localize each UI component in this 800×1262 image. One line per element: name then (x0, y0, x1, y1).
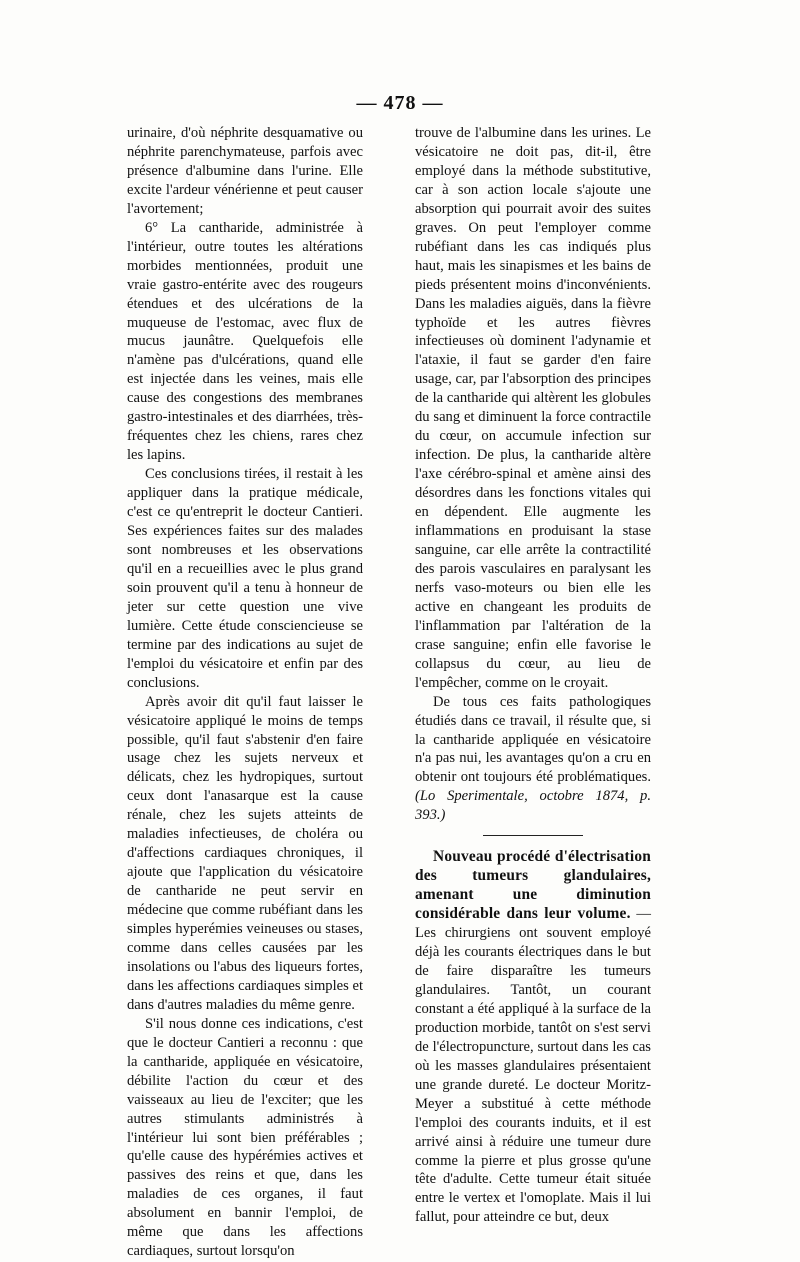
paragraph: Après avoir dit qu'il faut laisser le vésicatoire appliqué le moins de temps possible, qu'il faut s'abstenir d'en faire usage chez les sujets nerveux et délicats, chez les hydropiques, surtout ceux dont l'anasarque est la cause rénale, chez les sujets atteints de maladies infectieuses, de choléra ou d'affections cardiaques chroniques, il ajoute que l'application du vésicatoire de cantharide ne peut servir en médecine que comme rubéfiant dans les simples hyperémies veineuses ou stases, comme dans celles causées par les insolations ou l'abus des liqueurs fortes, dans les affections cardiaques simples et dans d'autres maladies du même genre. (127, 693, 363, 1013)
article-headline: Nouveau procédé d'électrisation des tumeurs glandulaires, amenant une diminution considérable dans leur volume. (415, 848, 651, 923)
article-paragraph (415, 848, 651, 1227)
paragraph: urinaire, d'où néphrite desquamative ou néphrite parenchymateuse, parfois avec présence d'albumine dans l'urine. Elle excite l'ardeur vénérienne et peut causer l'avortement; (127, 125, 363, 217)
page-number: — 478 — (356, 92, 444, 114)
article-text: — Les chirurgiens ont souvent employé déjà les courants électriques dans le but de faire disparaître les tumeurs glandulaires. Tantôt, un courant constant a été appliqué à la surface de la production morbide, tantôt on s'est servi de l'électropuncture, surtout dans les cas où les masses glandulaires présentaient une grande dureté. Le docteur Moritz-Meyer a substitué à cette méthode l'emploi des courants induits, et il est arrivé ainsi à réduire une tumeur dure comme la pierre et plus grosse qu'une tête d'adulte. Cette tumeur était située entre le vertex et l'omoplate. Mais il lui fallut, pour atteindre ce but, deux (415, 906, 651, 1226)
citation: (Lo Sperimentale, octobre 1874, p. 393.) (415, 788, 651, 824)
left-column (127, 124, 363, 1261)
paragraph: S'il nous donne ces indications, c'est que le docteur Cantieri a reconnu : que la cantharide, appliquée en vésicatoire, débilite l'action du cœur et des vaisseaux au lieu de l'exciter; que les autres stimulants administrés à l'intérieur lui sont bien préférables ; qu'elle cause des hypérémies actives et passives des reins et que, dans les maladies de ces organes, il faut absolument en bannir l'emploi, de même que dans les affections cardiaques, surtout lorsqu'on (127, 1015, 363, 1260)
paragraph (415, 693, 651, 826)
paragraph: 6° La cantharide, administrée à l'intérieur, outre toutes les altérations morbides mentionnées, produit une vraie gastro-entérite avec des rougeurs étendues et des ulcérations de la muqueuse de l'estomac, avec flux de mucus jaunâtre. Quelquefois elle n'amène pas d'ulcérations, quand elle est injectée dans les veines, mais elle cause des congestions des membranes gastro-intestinales et des diarrhées, très-fréquentes chez les chiens, rares chez les lapins. (127, 219, 363, 464)
paragraph: trouve de l'albumine dans les urines. Le vésicatoire ne doit pas, dit-il, être employé dans la méthode substitutive, car à son action locale s'ajoute une absorption qui pourrait avoir des suites graves. On peut l'employer comme rubéfiant dans les cas indiqués plus haut, mais les sinapismes et les bains de pieds présentent moins d'inconvénients. Dans les maladies aiguës, dans la fièvre typhoïde et les autres fièvres infectieuses où dominent l'adynamie et l'ataxie, il faut se garder d'en faire usage, car, par l'absorption des principes de la cantharide qui altèrent les globules du sang et diminuent la force contractile du cœur, on accumule infection sur infection. De plus, la cantharide altère l'axe cérébro-spinal et amène ainsi des désordres dans les fonctions vitales qui en dépendent. Elle augmente les inflammations en produisant la stase sanguine, car elle arrête la contractilité des parois vasculaires en paralysant les nerfs vaso-moteurs ou bien elle les active en changeant les produits de l'inflammation par l'altération de la crase sanguine; enfin elle favorise le collapsus du cœur, au lieu de l'empêcher, comme on le croyait. (415, 125, 651, 691)
section-divider (483, 835, 583, 836)
paragraph: Ces conclusions tirées, il restait à les appliquer dans la pratique médicale, c'est ce qu'entreprit le docteur Cantieri. Ses expériences faites sur des malades sont nombreuses et les observations qu'il en a recueillies avec le plus grand soin prouvent qu'il a tenu à honneur de jeter sur cette question une vive lumière. Cette étude consciencieuse se termine par des indications au sujet de l'emploi du vésicatoire et enfin par des conclusions. (127, 466, 363, 691)
right-column (415, 124, 651, 1227)
paragraph-text: De tous ces faits pathologiques étudiés dans ce travail, il résulte que, si la cantharide appliquée en vésicatoire n'a pas nui, les avantages qu'on a cru en obtenir ont toujours été problématiques. (415, 693, 651, 786)
